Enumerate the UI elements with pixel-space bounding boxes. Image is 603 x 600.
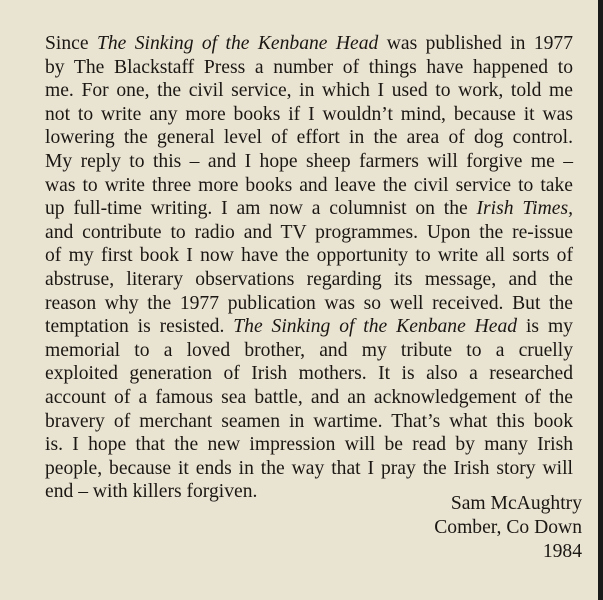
text-line [45, 79, 573, 103]
text-segment: people, because it ends in the way that I pray the Irish story will [45, 457, 573, 479]
text-line [45, 244, 573, 268]
text-segment: not to write any more books if I wouldn’t mind, because it was [45, 103, 573, 125]
text-line [45, 410, 573, 434]
text-line [45, 457, 573, 481]
text-line [45, 56, 573, 80]
text-line [45, 221, 573, 245]
author-name: Sam McAughtry [450, 493, 582, 514]
text-segment: is. I hope that the new impression will be read by many Irish [45, 434, 573, 456]
text-line [45, 292, 573, 316]
italic-title: Irish Times, [476, 198, 573, 220]
text-segment: me. For one, the civil service, in which I used to work, told me [45, 80, 573, 102]
text-segment: memorial to a loved brother, and my tribute to a cruelly [45, 339, 573, 361]
text-segment: was to write three more books and leave the civil service to take [45, 174, 573, 196]
signature-block [360, 492, 582, 564]
text-segment: bravery of merchant seamen in wartime. That’s what this book [45, 410, 573, 432]
text-line [45, 126, 573, 150]
italic-title: The Sinking of the Kenbane Head [96, 33, 379, 54]
italic-title: The Sinking of the Kenbane Head [233, 316, 518, 338]
text-segment: end – with killers forgiven. [45, 481, 258, 503]
text-segment: by The Blackstaff Press a number of things have happened to [45, 56, 573, 78]
text-line [45, 103, 573, 127]
text-segment: is my [517, 316, 573, 338]
author-location: Comber, Co Down [434, 517, 582, 538]
text-segment: reason why the 1977 publication was so well received. But the [45, 292, 573, 314]
preface-text [45, 32, 573, 504]
text-line [45, 197, 573, 221]
text-line [45, 386, 573, 410]
text-line [45, 339, 573, 363]
text-line [45, 32, 573, 56]
text-segment: lowering the general level of effort in the area of dog control. [45, 127, 573, 149]
text-segment: account of a famous sea battle, and an acknowledgement of the [45, 386, 573, 408]
page-edge [598, 0, 603, 600]
text-line [45, 362, 573, 386]
text-segment: abstruse, literary observations regarding its message, and the [45, 268, 573, 290]
text-line [45, 268, 573, 292]
text-segment: was published in 1977 [378, 33, 574, 54]
signature-year: 1984 [542, 541, 582, 562]
text-line [45, 433, 573, 457]
text-segment: of my first book I now have the opportunity to write all sorts of [45, 245, 573, 267]
text-segment: exploited generation of Irish mothers. It is also a researched [45, 363, 573, 385]
text-segment: temptation is resisted. [45, 316, 234, 338]
text-segment: up full-time writing. I am now a columnist on the [45, 198, 477, 220]
text-line [45, 150, 573, 174]
text-segment: and contribute to radio and TV programmes. Upon the re-issue [45, 221, 573, 243]
text-segment: My reply to this – and I hope sheep farmers will forgive me – [45, 150, 573, 172]
text-line [45, 174, 573, 198]
text-line [45, 315, 573, 339]
text-segment: Since [45, 33, 97, 54]
